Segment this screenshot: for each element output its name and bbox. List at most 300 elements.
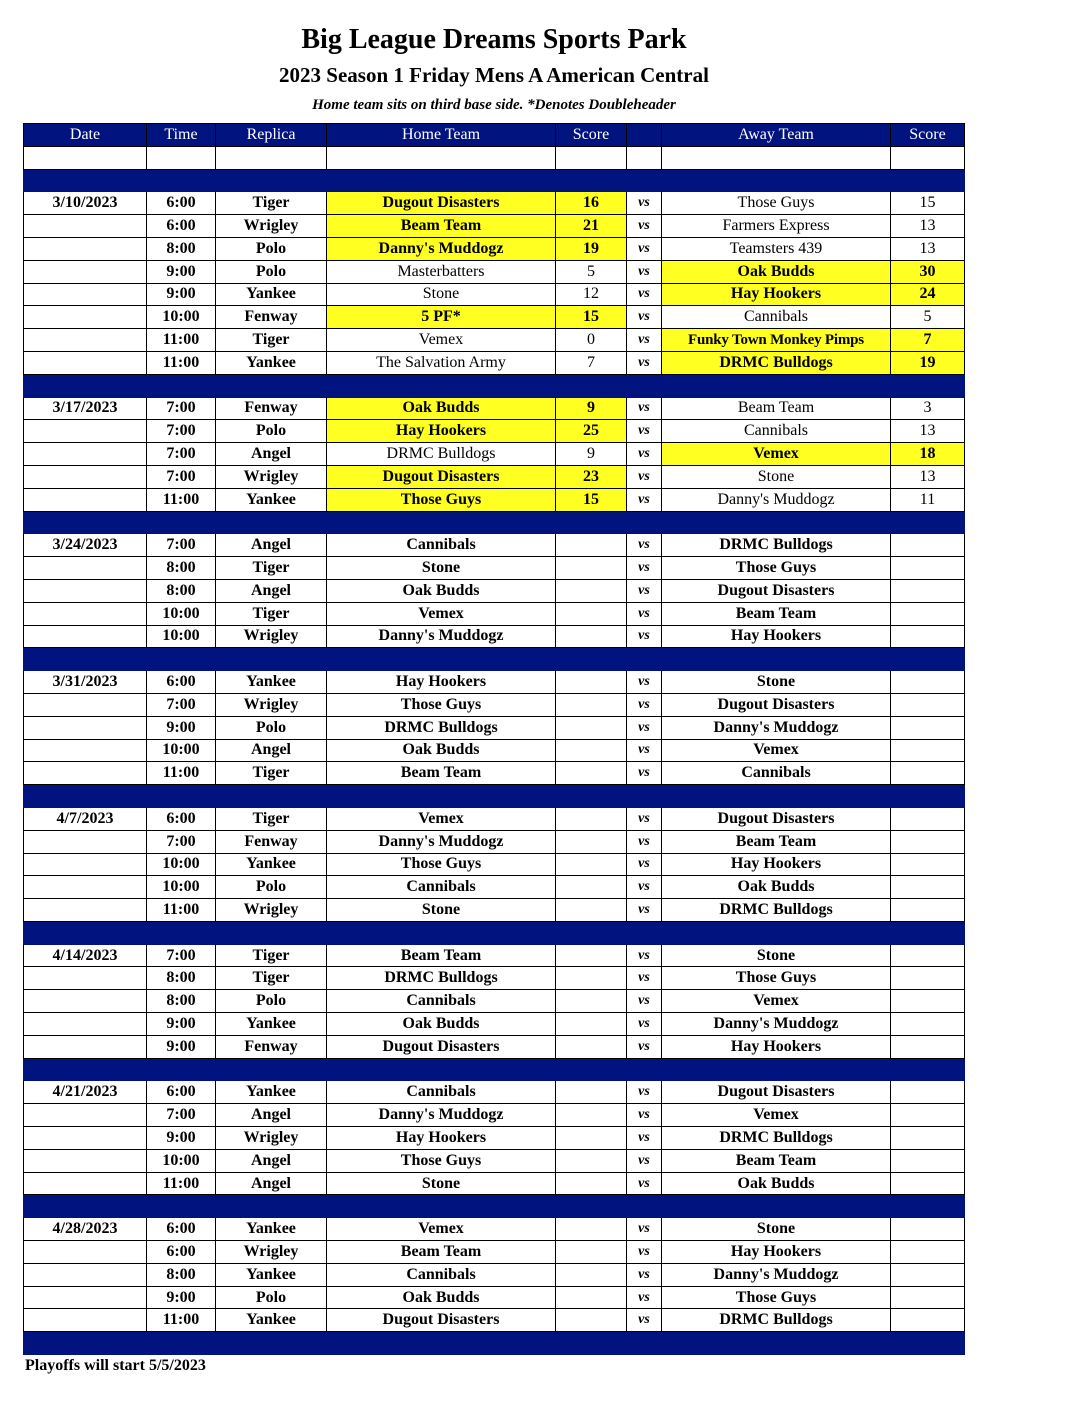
- home-score: [556, 876, 627, 899]
- away-score: 18: [891, 443, 965, 466]
- game-time: 7:00: [147, 1104, 216, 1127]
- game-time: 6:00: [147, 215, 216, 238]
- game-row: [24, 1035, 965, 1058]
- away-score: [891, 1286, 965, 1309]
- game-row: [24, 1218, 965, 1241]
- away-score: 13: [891, 237, 965, 260]
- home-score: [556, 1309, 627, 1332]
- game-row: [24, 671, 965, 694]
- away-score: 19: [891, 351, 965, 374]
- home-team: Stone: [327, 1172, 556, 1195]
- away-score: [891, 1263, 965, 1286]
- game-time: 6:00: [147, 1218, 216, 1241]
- game-date: [24, 237, 147, 260]
- home-team: Those Guys: [327, 853, 556, 876]
- home-score: [556, 967, 627, 990]
- home-team: DRMC Bulldogs: [327, 443, 556, 466]
- game-time: 6:00: [147, 1081, 216, 1104]
- vs-label: vs: [627, 351, 662, 374]
- col-header-replica: Replica: [216, 124, 327, 147]
- game-field: Tiger: [216, 967, 327, 990]
- home-team: Beam Team: [327, 215, 556, 238]
- away-score: [891, 602, 965, 625]
- game-date: [24, 283, 147, 306]
- away-score: [891, 1104, 965, 1127]
- week-separator: [24, 1058, 965, 1081]
- game-time: 7:00: [147, 397, 216, 420]
- away-team: Oak Budds: [662, 1172, 891, 1195]
- away-team: Vemex: [662, 1104, 891, 1127]
- game-row: [24, 1286, 965, 1309]
- home-team: Oak Budds: [327, 579, 556, 602]
- page-subtitle: 2023 Season 1 Friday Mens A American Central: [279, 63, 709, 87]
- game-field: Polo: [216, 260, 327, 283]
- away-team: Beam Team: [662, 602, 891, 625]
- game-date: [24, 1104, 147, 1127]
- game-field: Fenway: [216, 1035, 327, 1058]
- vs-label: vs: [627, 990, 662, 1013]
- game-time: 8:00: [147, 557, 216, 580]
- game-time: 9:00: [147, 1286, 216, 1309]
- away-score: [891, 1149, 965, 1172]
- away-team: Those Guys: [662, 967, 891, 990]
- away-team: Vemex: [662, 443, 891, 466]
- game-field: Tiger: [216, 762, 327, 785]
- game-field: Tiger: [216, 807, 327, 830]
- vs-label: vs: [627, 830, 662, 853]
- away-score: [891, 1035, 965, 1058]
- away-score: 24: [891, 283, 965, 306]
- game-time: 9:00: [147, 283, 216, 306]
- game-date: [24, 762, 147, 785]
- vs-label: vs: [627, 465, 662, 488]
- vs-label: vs: [627, 625, 662, 648]
- away-score: [891, 739, 965, 762]
- game-row: [24, 260, 965, 283]
- game-row: [24, 215, 965, 238]
- home-score: [556, 625, 627, 648]
- game-date: 4/7/2023: [24, 807, 147, 830]
- away-score: 15: [891, 192, 965, 215]
- game-date: [24, 967, 147, 990]
- game-field: Tiger: [216, 944, 327, 967]
- home-team: Vemex: [327, 807, 556, 830]
- col-header-away-team: Away Team: [662, 124, 891, 147]
- vs-label: vs: [627, 693, 662, 716]
- vs-label: vs: [627, 306, 662, 329]
- vs-label: vs: [627, 1013, 662, 1036]
- away-score: 3: [891, 397, 965, 420]
- game-time: 11:00: [147, 899, 216, 922]
- home-team: Danny's Muddogz: [327, 237, 556, 260]
- away-score: 5: [891, 306, 965, 329]
- home-team: 5 PF*: [327, 306, 556, 329]
- vs-label: vs: [627, 853, 662, 876]
- away-team: Cannibals: [662, 420, 891, 443]
- game-time: 10:00: [147, 1149, 216, 1172]
- away-score: [891, 807, 965, 830]
- away-team: Beam Team: [662, 397, 891, 420]
- game-date: [24, 876, 147, 899]
- game-date: [24, 329, 147, 352]
- home-team: Cannibals: [327, 534, 556, 557]
- game-field: Wrigley: [216, 625, 327, 648]
- away-team: Danny's Muddogz: [662, 1263, 891, 1286]
- col-header-date: Date: [24, 124, 147, 147]
- game-date: 3/24/2023: [24, 534, 147, 557]
- home-score: [556, 944, 627, 967]
- home-team: Hay Hookers: [327, 671, 556, 694]
- game-time: 7:00: [147, 944, 216, 967]
- home-score: [556, 1035, 627, 1058]
- away-team: Stone: [662, 671, 891, 694]
- home-score: 16: [556, 192, 627, 215]
- game-time: 9:00: [147, 1013, 216, 1036]
- away-score: 30: [891, 260, 965, 283]
- header-row: [24, 124, 965, 147]
- vs-label: vs: [627, 1104, 662, 1127]
- home-score: [556, 762, 627, 785]
- week-separator: [24, 169, 965, 192]
- vs-label: vs: [627, 716, 662, 739]
- home-team: Danny's Muddogz: [327, 625, 556, 648]
- game-date: [24, 602, 147, 625]
- game-time: 8:00: [147, 990, 216, 1013]
- game-row: [24, 830, 965, 853]
- game-field: Yankee: [216, 351, 327, 374]
- home-team: Those Guys: [327, 693, 556, 716]
- game-time: 7:00: [147, 443, 216, 466]
- away-score: [891, 1081, 965, 1104]
- game-field: Yankee: [216, 1309, 327, 1332]
- home-score: [556, 1286, 627, 1309]
- away-team: Hay Hookers: [662, 283, 891, 306]
- away-score: [891, 1309, 965, 1332]
- game-date: 3/17/2023: [24, 397, 147, 420]
- game-row: [24, 1172, 965, 1195]
- game-date: [24, 420, 147, 443]
- game-date: [24, 351, 147, 374]
- vs-label: vs: [627, 420, 662, 443]
- game-field: Tiger: [216, 602, 327, 625]
- away-team: Stone: [662, 465, 891, 488]
- away-team: Cannibals: [662, 306, 891, 329]
- home-score: 9: [556, 397, 627, 420]
- home-score: 21: [556, 215, 627, 238]
- vs-label: vs: [627, 967, 662, 990]
- game-row: [24, 283, 965, 306]
- vs-label: vs: [627, 876, 662, 899]
- home-team: Dugout Disasters: [327, 465, 556, 488]
- game-field: Yankee: [216, 853, 327, 876]
- vs-label: vs: [627, 579, 662, 602]
- vs-label: vs: [627, 192, 662, 215]
- game-date: [24, 1263, 147, 1286]
- home-team: Cannibals: [327, 876, 556, 899]
- away-score: [891, 1013, 965, 1036]
- game-time: 7:00: [147, 465, 216, 488]
- game-time: 10:00: [147, 739, 216, 762]
- away-team: Vemex: [662, 990, 891, 1013]
- game-date: 4/14/2023: [24, 944, 147, 967]
- vs-label: vs: [627, 1149, 662, 1172]
- game-field: Fenway: [216, 306, 327, 329]
- game-row: [24, 762, 965, 785]
- game-date: [24, 557, 147, 580]
- vs-label: vs: [627, 260, 662, 283]
- vs-label: vs: [627, 1286, 662, 1309]
- game-date: [24, 1013, 147, 1036]
- away-team: DRMC Bulldogs: [662, 899, 891, 922]
- home-score: [556, 557, 627, 580]
- vs-label: vs: [627, 397, 662, 420]
- away-team: Dugout Disasters: [662, 579, 891, 602]
- game-time: 9:00: [147, 1035, 216, 1058]
- away-team: Hay Hookers: [662, 1035, 891, 1058]
- game-date: [24, 1149, 147, 1172]
- game-time: 11:00: [147, 1172, 216, 1195]
- home-team: Those Guys: [327, 488, 556, 511]
- game-row: [24, 1263, 965, 1286]
- game-time: 8:00: [147, 1263, 216, 1286]
- game-field: Wrigley: [216, 1241, 327, 1264]
- away-team: Cannibals: [662, 762, 891, 785]
- game-date: [24, 443, 147, 466]
- game-time: 11:00: [147, 329, 216, 352]
- away-score: [891, 671, 965, 694]
- home-team: Beam Team: [327, 762, 556, 785]
- away-score: [891, 716, 965, 739]
- game-time: 6:00: [147, 671, 216, 694]
- game-field: Polo: [216, 237, 327, 260]
- game-row: [24, 1104, 965, 1127]
- home-score: [556, 807, 627, 830]
- away-score: [891, 1172, 965, 1195]
- game-field: Angel: [216, 1149, 327, 1172]
- game-time: 7:00: [147, 830, 216, 853]
- game-time: 8:00: [147, 237, 216, 260]
- game-time: 10:00: [147, 306, 216, 329]
- home-score: [556, 579, 627, 602]
- vs-label: vs: [627, 1263, 662, 1286]
- game-field: Yankee: [216, 1218, 327, 1241]
- col-header-home-score: Score: [556, 124, 627, 147]
- game-field: Yankee: [216, 488, 327, 511]
- vs-label: vs: [627, 807, 662, 830]
- col-header-away-score: Score: [891, 124, 965, 147]
- game-row: [24, 1081, 965, 1104]
- game-field: Wrigley: [216, 693, 327, 716]
- blank-row: [24, 146, 965, 169]
- game-row: [24, 534, 965, 557]
- schedule-body: [24, 146, 965, 1354]
- vs-label: vs: [627, 1309, 662, 1332]
- game-date: [24, 830, 147, 853]
- game-date: 3/10/2023: [24, 192, 147, 215]
- game-time: 8:00: [147, 579, 216, 602]
- vs-label: vs: [627, 215, 662, 238]
- game-field: Wrigley: [216, 1127, 327, 1150]
- game-row: [24, 1149, 965, 1172]
- game-date: [24, 1286, 147, 1309]
- col-header-vs: [627, 124, 662, 147]
- game-field: Angel: [216, 1104, 327, 1127]
- vs-label: vs: [627, 329, 662, 352]
- game-time: 8:00: [147, 967, 216, 990]
- game-row: [24, 237, 965, 260]
- game-date: [24, 899, 147, 922]
- away-team: Those Guys: [662, 1286, 891, 1309]
- game-row: [24, 1127, 965, 1150]
- week-separator: [24, 1195, 965, 1218]
- game-time: 6:00: [147, 192, 216, 215]
- game-field: Polo: [216, 876, 327, 899]
- game-row: [24, 876, 965, 899]
- home-team: Danny's Muddogz: [327, 830, 556, 853]
- away-team: Hay Hookers: [662, 853, 891, 876]
- vs-label: vs: [627, 1218, 662, 1241]
- home-score: 15: [556, 306, 627, 329]
- vs-label: vs: [627, 534, 662, 557]
- week-separator: [24, 511, 965, 534]
- game-time: 11:00: [147, 351, 216, 374]
- game-date: [24, 739, 147, 762]
- game-row: [24, 329, 965, 352]
- game-time: 7:00: [147, 420, 216, 443]
- game-date: [24, 1172, 147, 1195]
- game-time: 11:00: [147, 488, 216, 511]
- home-score: [556, 671, 627, 694]
- game-date: 3/31/2023: [24, 671, 147, 694]
- home-team: Dugout Disasters: [327, 192, 556, 215]
- away-team: DRMC Bulldogs: [662, 534, 891, 557]
- game-field: Angel: [216, 1172, 327, 1195]
- away-team: Beam Team: [662, 1149, 891, 1172]
- game-row: [24, 397, 965, 420]
- home-team: Masterbatters: [327, 260, 556, 283]
- home-team: DRMC Bulldogs: [327, 716, 556, 739]
- away-team: Hay Hookers: [662, 1241, 891, 1264]
- game-field: Yankee: [216, 671, 327, 694]
- game-row: [24, 306, 965, 329]
- home-score: 23: [556, 465, 627, 488]
- home-score: 25: [556, 420, 627, 443]
- vs-label: vs: [627, 899, 662, 922]
- vs-label: vs: [627, 671, 662, 694]
- home-score: 5: [556, 260, 627, 283]
- away-team: Vemex: [662, 739, 891, 762]
- game-field: Wrigley: [216, 899, 327, 922]
- game-field: Polo: [216, 716, 327, 739]
- game-date: [24, 625, 147, 648]
- game-row: [24, 420, 965, 443]
- home-score: 0: [556, 329, 627, 352]
- home-score: [556, 739, 627, 762]
- away-score: 13: [891, 465, 965, 488]
- game-time: 10:00: [147, 625, 216, 648]
- game-time: 9:00: [147, 716, 216, 739]
- game-time: 10:00: [147, 602, 216, 625]
- game-date: [24, 716, 147, 739]
- home-score: [556, 1218, 627, 1241]
- away-score: 7: [891, 329, 965, 352]
- away-team: Dugout Disasters: [662, 693, 891, 716]
- away-score: [891, 967, 965, 990]
- away-team: Farmers Express: [662, 215, 891, 238]
- game-field: Yankee: [216, 283, 327, 306]
- home-score: [556, 693, 627, 716]
- game-time: 7:00: [147, 693, 216, 716]
- home-team: Vemex: [327, 602, 556, 625]
- home-team: Vemex: [327, 1218, 556, 1241]
- game-row: [24, 944, 965, 967]
- away-score: [891, 876, 965, 899]
- game-time: 11:00: [147, 762, 216, 785]
- home-score: [556, 1241, 627, 1264]
- home-team: Oak Budds: [327, 1013, 556, 1036]
- game-time: 10:00: [147, 853, 216, 876]
- away-team: Danny's Muddogz: [662, 1013, 891, 1036]
- game-date: 4/28/2023: [24, 1218, 147, 1241]
- week-separator: [24, 785, 965, 808]
- game-date: [24, 579, 147, 602]
- away-team: Danny's Muddogz: [662, 488, 891, 511]
- home-team: Stone: [327, 283, 556, 306]
- vs-label: vs: [627, 488, 662, 511]
- game-row: [24, 716, 965, 739]
- col-header-home-team: Home Team: [327, 124, 556, 147]
- home-team: Beam Team: [327, 1241, 556, 1264]
- game-row: [24, 739, 965, 762]
- vs-label: vs: [627, 237, 662, 260]
- game-field: Polo: [216, 420, 327, 443]
- vs-label: vs: [627, 739, 662, 762]
- away-team: DRMC Bulldogs: [662, 351, 891, 374]
- home-score: [556, 1081, 627, 1104]
- home-team: Stone: [327, 557, 556, 580]
- game-date: [24, 1241, 147, 1264]
- home-team: Danny's Muddogz: [327, 1104, 556, 1127]
- home-team: Vemex: [327, 329, 556, 352]
- away-score: [891, 853, 965, 876]
- away-team: DRMC Bulldogs: [662, 1127, 891, 1150]
- game-time: 10:00: [147, 876, 216, 899]
- game-field: Tiger: [216, 192, 327, 215]
- away-score: 11: [891, 488, 965, 511]
- header-note: Home team sits on third base side. *Denotes Doubleheader: [312, 97, 676, 113]
- home-score: [556, 534, 627, 557]
- game-row: [24, 853, 965, 876]
- home-score: [556, 899, 627, 922]
- vs-label: vs: [627, 602, 662, 625]
- away-score: [891, 899, 965, 922]
- home-score: [556, 990, 627, 1013]
- game-row: [24, 602, 965, 625]
- week-separator: [24, 374, 965, 397]
- game-row: [24, 693, 965, 716]
- game-row: [24, 1013, 965, 1036]
- home-score: [556, 1172, 627, 1195]
- away-score: 13: [891, 420, 965, 443]
- game-row: [24, 967, 965, 990]
- game-field: Tiger: [216, 557, 327, 580]
- home-score: [556, 1263, 627, 1286]
- game-field: Yankee: [216, 1013, 327, 1036]
- game-row: [24, 1309, 965, 1332]
- home-score: [556, 1013, 627, 1036]
- away-score: [891, 762, 965, 785]
- away-score: [891, 1218, 965, 1241]
